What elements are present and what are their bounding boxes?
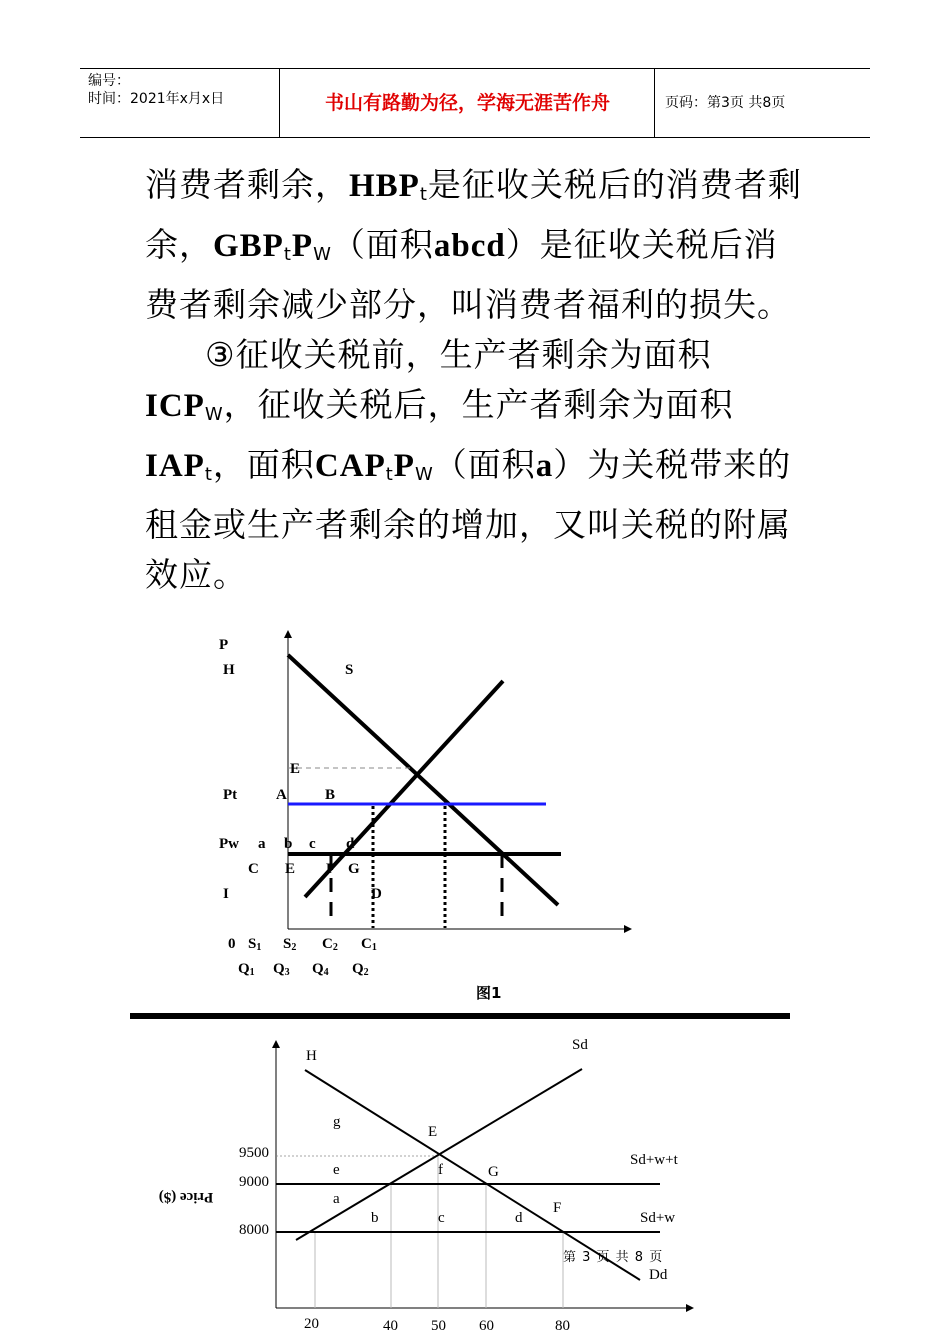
- header-page-number: 页码：第3页 共8页: [665, 95, 786, 111]
- fig1-label-Pw: Pw: [219, 836, 239, 852]
- fig1-label-A: A: [276, 787, 287, 803]
- fig2-label-sdwt: Sd+w+t: [630, 1152, 678, 1168]
- time-label: 时间：2021年x月x日: [88, 91, 225, 107]
- fig1-label-C: C: [248, 861, 259, 877]
- fig1-caption: 图1: [476, 984, 502, 1002]
- fig1-xlabel-Q4: Q4: [312, 961, 329, 978]
- fig2-xtick-20: 20: [304, 1316, 319, 1332]
- fig2-xtick-60: 60: [479, 1318, 494, 1334]
- fig2-label-a: a: [333, 1191, 340, 1207]
- fig1-label-D: D: [371, 886, 382, 902]
- fig1-label-zero: 0: [228, 936, 236, 952]
- fig2-ytick-9500: 9500: [239, 1145, 269, 1161]
- fig1-label-B: B: [325, 787, 336, 803]
- fig2-ylabel: Price ($): [158, 1189, 214, 1205]
- fig2-label-H: H: [306, 1048, 317, 1064]
- fig2-label-G: G: [488, 1164, 499, 1180]
- page-footer: 第 3 页 共 8 页: [563, 1250, 664, 1265]
- fig2-label-b: b: [371, 1210, 379, 1226]
- fig1-label-P: P: [219, 637, 229, 653]
- fig2-label-f: f: [438, 1162, 443, 1178]
- fig1-label-Pt: Pt: [223, 787, 238, 803]
- fig2-label-Sd: Sd: [572, 1037, 588, 1053]
- fig2-label-e: e: [333, 1162, 340, 1178]
- fig1-label-G: G: [348, 861, 360, 877]
- fig2-xtick-40: 40: [383, 1318, 398, 1334]
- fig2-label-c: c: [438, 1210, 445, 1226]
- fig2-xtick-50: 50: [431, 1318, 446, 1334]
- fig2-label-sdw: Sd+w: [640, 1210, 676, 1226]
- fig2-ytick-9000: 9000: [239, 1174, 269, 1190]
- fig1-xlabel-C1: C1: [361, 936, 377, 953]
- fig2-label-E: E: [428, 1124, 438, 1140]
- fig2-label-d: d: [515, 1210, 523, 1226]
- fig1-label-I: I: [223, 886, 229, 902]
- fig1-xlabel-C2: C2: [322, 936, 338, 953]
- paragraph-1: 消费者剩余，$HBP_t$是征收关税后的消费者剩余，$GBP_tP_W$（面积abcd）是征收关税后消费者剩余减少部分，叫消费者福利的损失。: [145, 165, 802, 324]
- fig1-xlabel-Q2: Q2: [352, 961, 369, 978]
- fig1-label-F: F: [326, 861, 336, 877]
- fig1-label-b: b: [284, 836, 293, 852]
- fig1-label-S: S: [345, 662, 354, 678]
- fig2-label-Dd: Dd: [649, 1267, 668, 1283]
- fig1-label-E-top: E: [290, 761, 301, 777]
- paragraph-2: ③征收关税前，生产者剩余为面积$ICP_W$，征收关税后，生产者剩余为面积$IAP_t$，面积$CAP_tP_W$（面积a）为关税带来的租金或生产者剩余的增加，又叫关税的附属效应。: [145, 335, 792, 594]
- fig1-label-d: d: [346, 836, 355, 852]
- fig1-label-E: E: [285, 861, 296, 877]
- header-motto: 书山有路勤为径，学海无涯苦作舟: [281, 69, 655, 137]
- fig1-label-a: a: [258, 836, 266, 852]
- fig2-y-arrow: [272, 1040, 280, 1048]
- fig2-label-F: F: [553, 1200, 562, 1216]
- fig1-xlabel-Q3: Q3: [273, 961, 290, 978]
- fig2-xtick-80: 80: [555, 1318, 570, 1334]
- fig2-demand-line: [305, 1070, 640, 1280]
- fig1-label-c: c: [309, 836, 316, 852]
- code-label: 编号：: [88, 73, 130, 89]
- fig1-label-H: H: [223, 662, 235, 678]
- fig2-x-arrow: [686, 1304, 694, 1312]
- fig1-xlabel-Q1: Q1: [238, 961, 255, 978]
- fig1-xlabel-S2: S2: [283, 936, 297, 953]
- fig2-label-g: g: [333, 1114, 341, 1130]
- fig2-ytick-8000: 8000: [239, 1222, 269, 1238]
- fig1-xlabel-S1: S1: [248, 936, 262, 953]
